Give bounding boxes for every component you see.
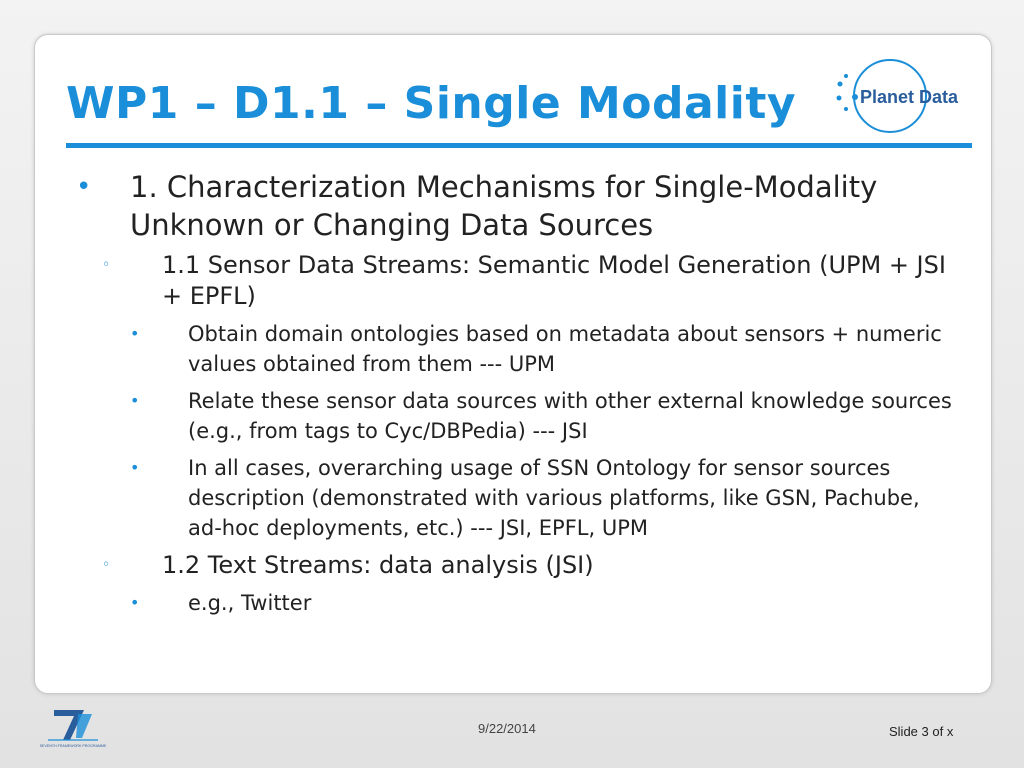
- slide-number: Slide 3 of x: [889, 724, 954, 739]
- slide-body: [70, 168, 970, 625]
- list-item: • Obtain domain ontologies based on metadata about sensors + numeric values obtained from them --- UPM: [70, 319, 970, 379]
- circle-bullet-icon: ◦: [102, 557, 111, 573]
- list-item: ◦ 1.1 Sensor Data Streams: Semantic Model Generation (UPM + JSI + EPFL): [102, 251, 946, 310]
- fp7-logo: [40, 704, 106, 756]
- list-item: • Relate these sensor data sources with other external knowledge sources (e.g., from tags to Cyc/DBPedia) --- JSI: [70, 386, 970, 446]
- bullet-icon: •: [76, 172, 92, 202]
- list-item: • e.g., Twitter: [70, 588, 970, 618]
- bullet-icon: •: [130, 391, 140, 410]
- list-item: • In all cases, overarching usage of SSN Ontology for sensor sources description (demonstrated with various platforms, like GSN, Pachube, ad-hoc deployments, etc.) --- JSI, EPFL, UPM: [70, 453, 970, 543]
- title-underline: [66, 143, 972, 148]
- planet-data-logo: [828, 54, 978, 138]
- circle-bullet-icon: ◦: [102, 257, 111, 273]
- footer-date: 9/22/2014: [478, 721, 536, 736]
- bullet-icon: •: [130, 458, 140, 477]
- bullet-icon: •: [130, 593, 140, 612]
- bullet-icon: •: [130, 324, 140, 343]
- slide-title: WP1 – D1.1 – Single Modality: [66, 78, 797, 129]
- svg-text:Planet Data: Planet Data: [860, 87, 959, 107]
- list-item: • 1. Characterization Mechanisms for Single-Modality Unknown or Changing Data Sources: [76, 170, 878, 242]
- svg-text:SEVENTH FRAMEWORK PROGRAMME: SEVENTH FRAMEWORK PROGRAMME: [40, 744, 106, 748]
- list-item: ◦ 1.2 Text Streams: data analysis (JSI): [102, 551, 594, 579]
